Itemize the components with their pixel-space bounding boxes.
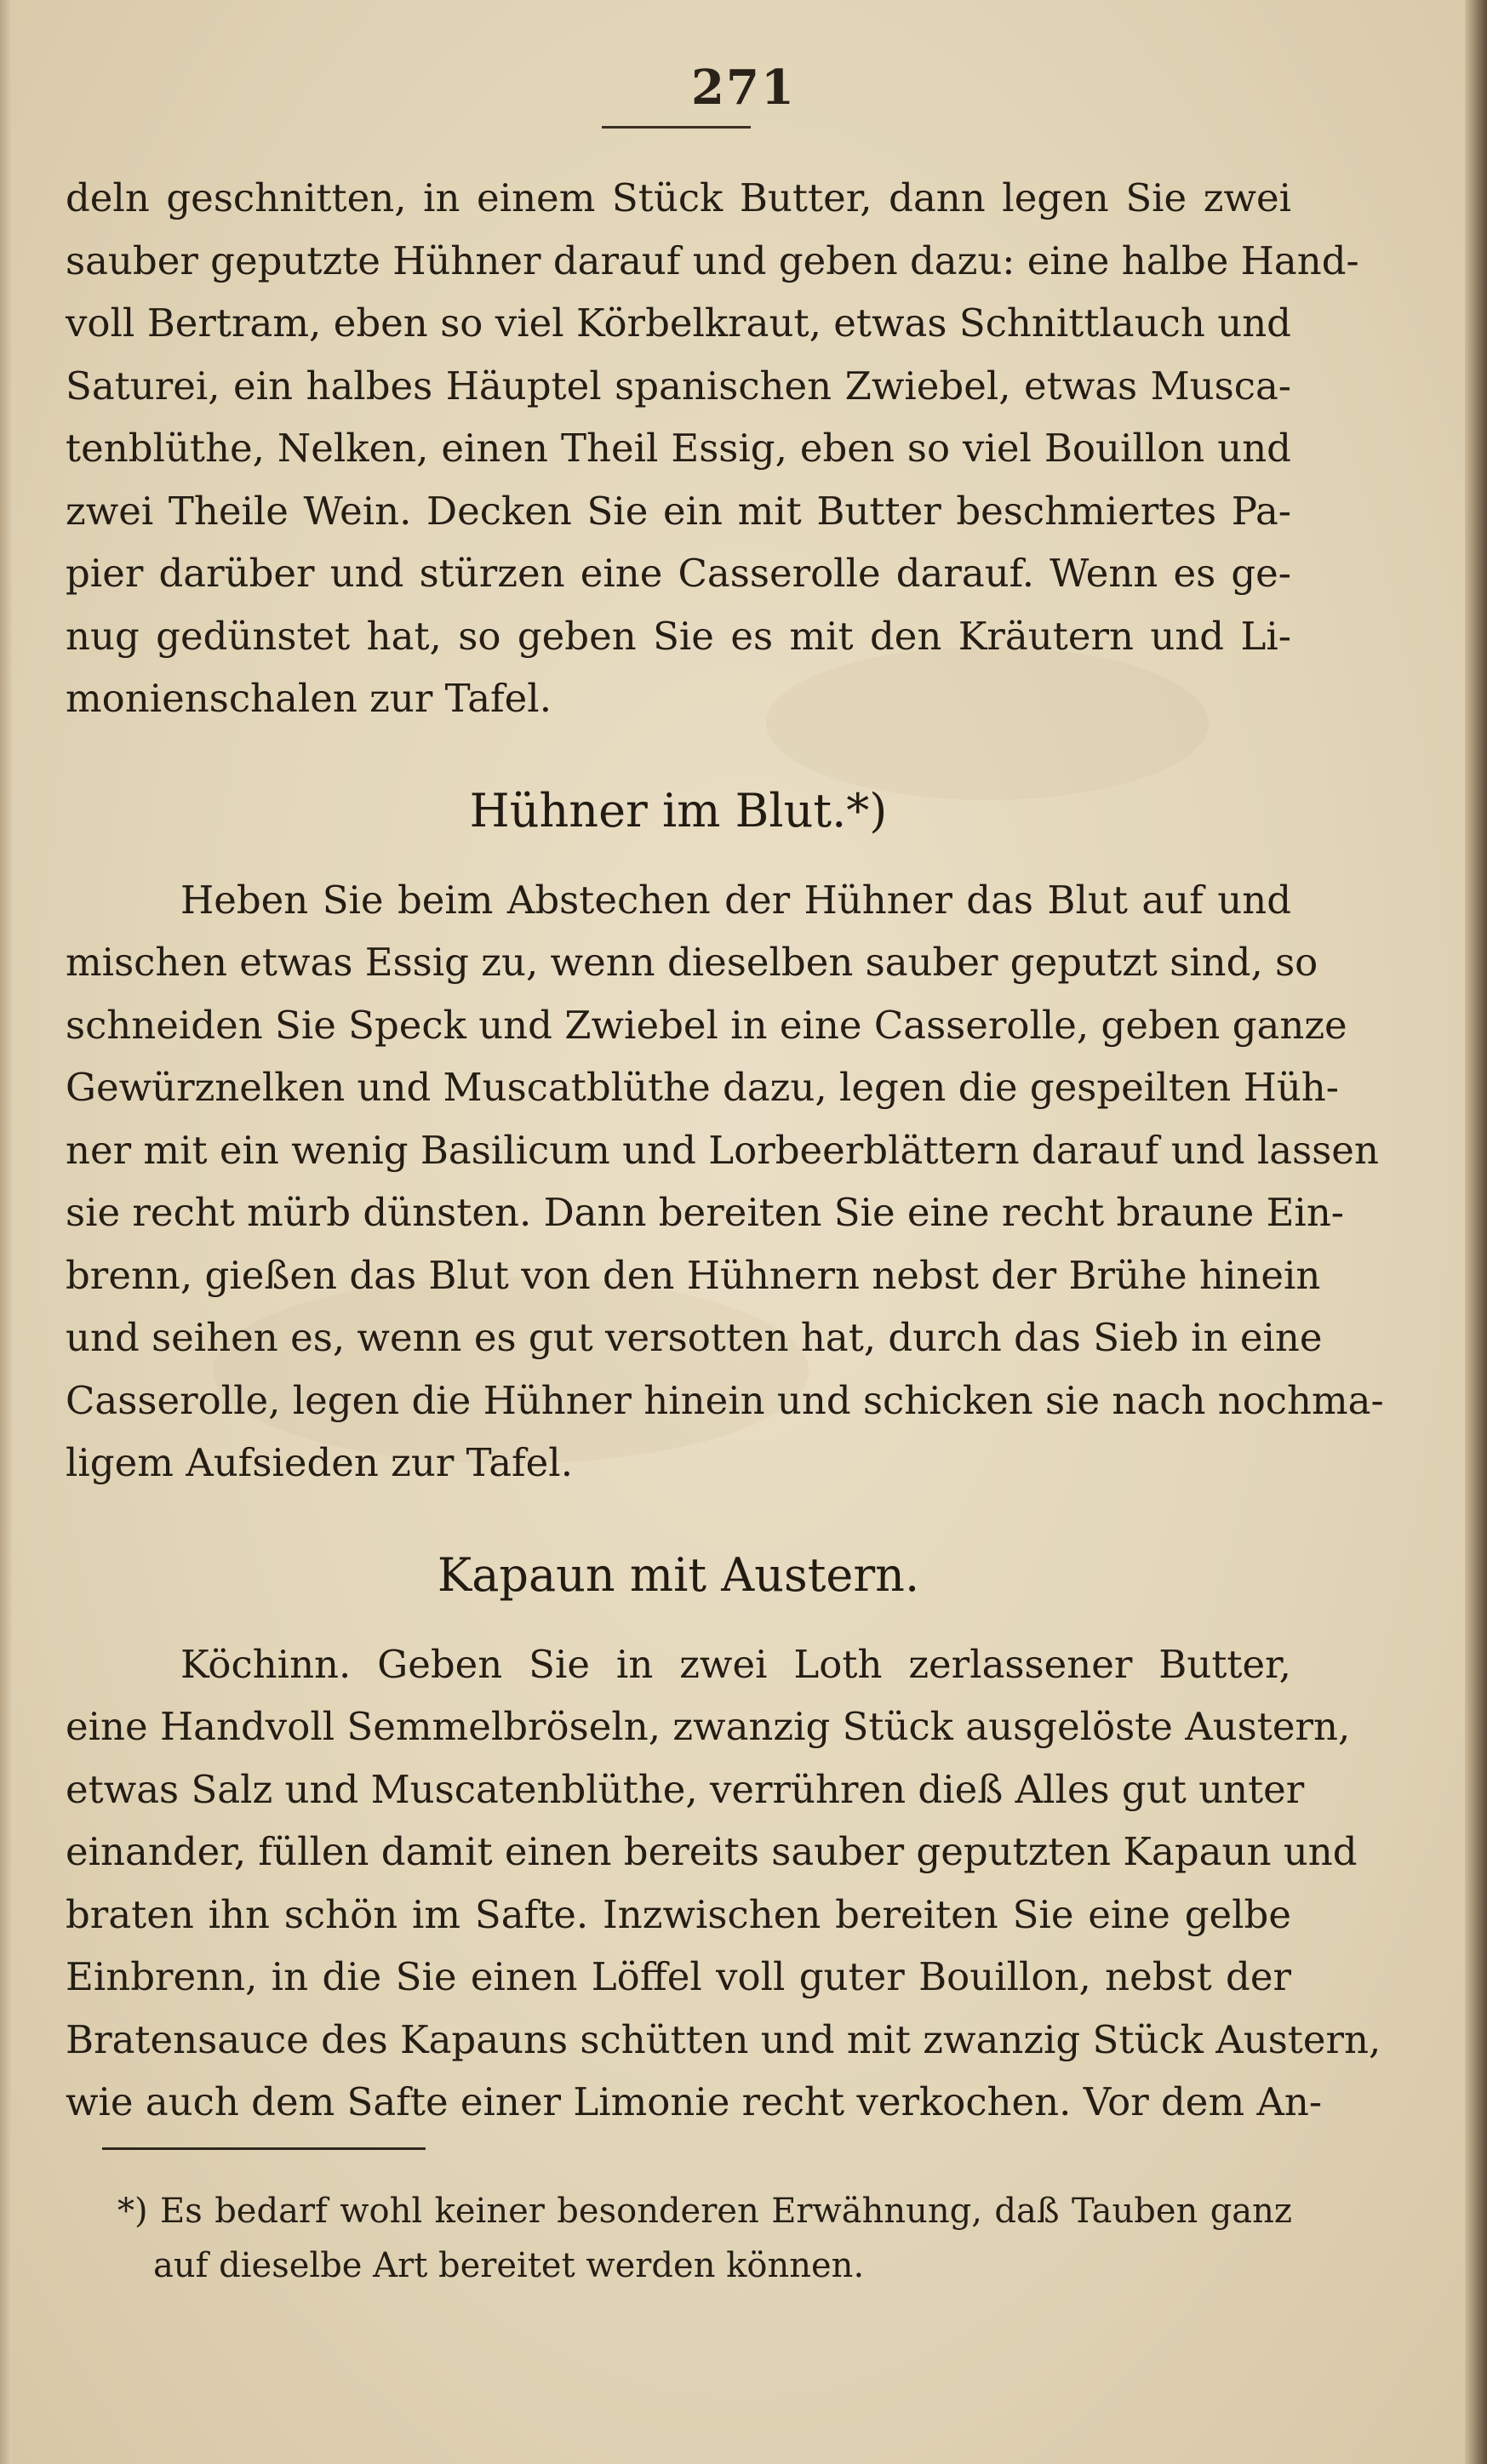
text-line: brenn, gießen das Blut von den Hühnern nebst der Brühe hinein (66, 1252, 1321, 1298)
text-line: Gewürznelken und Muscatblüthe dazu, legen die gespeilten Hüh- (66, 1065, 1339, 1110)
text-line: ner mit ein wenig Basilicum und Lorbeerblättern darauf und lassen (66, 1127, 1379, 1173)
text-line: wie auch dem Safte einer Limonie recht verkochen. Vor dem An- (66, 2079, 1323, 2124)
text-line: eine Handvoll Semmelbröseln, zwanzig Stück ausgelöste Austern, (66, 1704, 1351, 1749)
recipe-paragraph (66, 1633, 1381, 2134)
recipe-paragraph (66, 869, 1384, 1495)
page-number-rule (602, 126, 751, 129)
text-line: Heben Sie beim Abstechen der Hühner das Blut auf und (180, 877, 1291, 923)
text-line: braten ihn schön im Safte. Inzwischen bereiten Sie eine gelbe (66, 1891, 1291, 1937)
text-line: deln geschnitten, in einem Stück Butter, dann legen Sie zwei (66, 175, 1291, 220)
text-line: schneiden Sie Speck und Zwiebel in eine Casserolle, geben ganze (66, 1002, 1347, 1048)
text-line: ligem Aufsieden zur Tafel. (66, 1440, 574, 1485)
text-line: Saturei, ein halbes Häuptel spanischen Zwiebel, etwas Musca- (66, 363, 1291, 409)
footnote-line: *) Es bedarf wohl keiner besonderen Erwähnung, daß Tauben ganz (117, 2192, 1292, 2231)
text-line: sauber geputzte Hühner darauf und geben dazu: eine halbe Hand- (66, 237, 1359, 283)
footnote-line: auf dieselbe Art bereitet werden können. (153, 2246, 865, 2285)
text-line: voll Bertram, eben so viel Körbelkraut, etwas Schnittlauch und (66, 300, 1291, 346)
recipe-heading: Kapaun mit Austern. (437, 1547, 920, 1602)
text-line: mischen etwas Essig zu, wenn dieselben sauber geputzt sind, so (66, 940, 1318, 985)
recipe-heading: Hühner im Blut.*) (469, 783, 888, 838)
text-line: Casserolle, legen die Hühner hinein und schicken sie nach nochma- (66, 1377, 1384, 1423)
text-line: monienschalen zur Tafel. (66, 676, 552, 721)
footnote (117, 2184, 1292, 2293)
text-line: Bratensauce des Kapauns schütten und mit zwanzig Stück Austern, (66, 2016, 1381, 2062)
paragraph-continued (66, 167, 1359, 730)
text-line: tenblüthe, Nelken, einen Theil Essig, eben so viel Bouillon und (66, 426, 1291, 471)
page-left-edge (0, 0, 12, 2464)
page-number: 271 (691, 60, 796, 116)
text-line: und seihen es, wenn es gut versotten hat, durch das Sieb in eine (66, 1315, 1323, 1360)
text-line: zwei Theile Wein. Decken Sie ein mit Butter beschmiertes Pa- (66, 488, 1291, 534)
text-line: sie recht mürb dünsten. Dann bereiten Sie eine recht braune Ein- (66, 1190, 1345, 1235)
footnote-rule (102, 2147, 426, 2150)
text-line: nug gedünstet hat, so geben Sie es mit den Kräutern und Li- (66, 613, 1291, 659)
text-line: pier darüber und stürzen eine Casserolle darauf. Wenn es ge- (66, 551, 1291, 596)
text-line: Köchinn. Geben Sie in zwei Loth zerlassener Butter, (180, 1641, 1291, 1687)
main-text (66, 167, 1384, 2134)
page-binding-edge (1465, 0, 1487, 2464)
text-line: Einbrenn, in die Sie einen Löffel voll guter Bouillon, nebst der (66, 1954, 1291, 1999)
text-line: einander, füllen damit einen bereits sauber geputzten Kapaun und (66, 1829, 1358, 1874)
text-line: etwas Salz und Muscatenblüthe, verrühren dieß Alles gut unter (66, 1766, 1305, 1812)
